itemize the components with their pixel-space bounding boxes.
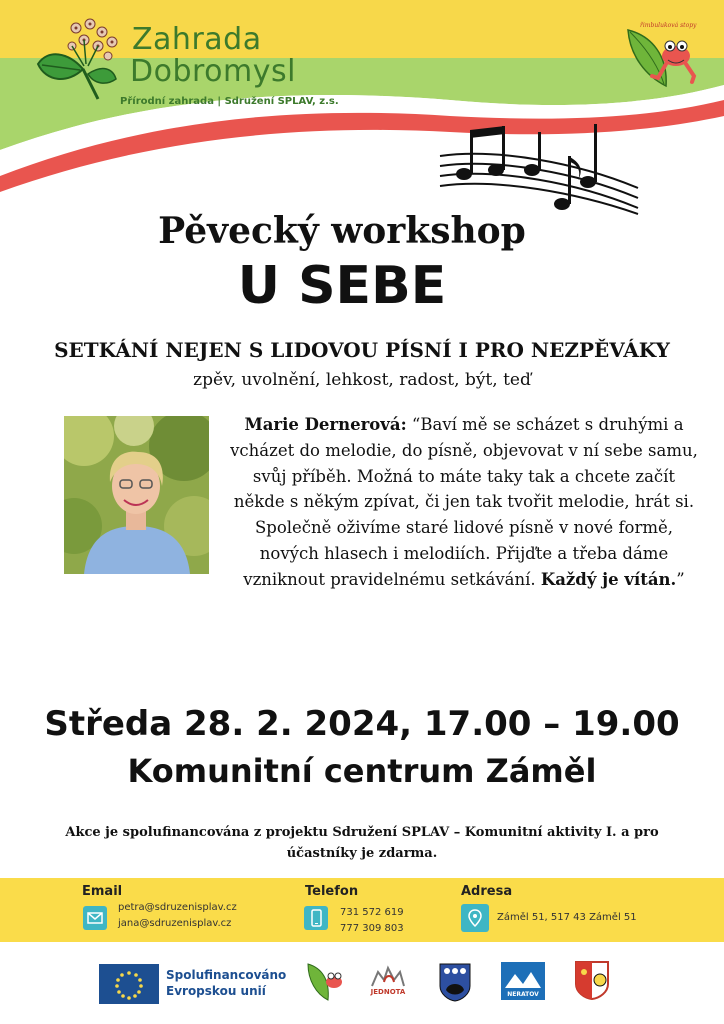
address-label: Adresa [461, 884, 513, 899]
phone-icon [304, 906, 328, 930]
frog-small-logo-icon [304, 960, 344, 1004]
event-title-main: U SEBE [237, 256, 447, 316]
quote-end: ” [676, 569, 685, 589]
address-text: Záměl 51, 517 43 Záměl 51 [497, 912, 637, 923]
email-link-jana[interactable]: jana@sdruzenisplav.cz [118, 918, 232, 929]
flower-logo-icon [28, 14, 128, 106]
music-notes-icon [438, 118, 643, 216]
quote-author: Marie Dernerová: [244, 415, 407, 434]
email-link-petra[interactable]: petra@sdruzenisplav.cz [118, 902, 237, 913]
email-label: Email [82, 884, 123, 899]
phone-list [340, 905, 404, 937]
phone-label: Telefon [305, 884, 359, 899]
logo-subtitle: Přírodní zahrada | Sdružení SPLAV, z.s. [120, 96, 339, 107]
jednota-logo-icon [366, 960, 410, 1000]
coat-of-arms-stars-icon [438, 962, 472, 1002]
email-icon [83, 906, 107, 930]
logo-title-line2: Dobromysl [130, 54, 296, 89]
neratov-logo-text: NERATOV [507, 991, 539, 998]
funding-note: Akce je spolufinancována z projektu Sdružení SPLAV – Komunitní aktivity I. a pro účastníky je zdarma. [65, 825, 659, 861]
event-subheading: SETKÁNÍ NEJEN S LIDOVOU PÍSNÍ I PRO NEZPĚVÁKY [54, 338, 670, 362]
frog-logo-icon [622, 26, 698, 90]
neratov-logo-icon [501, 962, 545, 1000]
event-place: Komunitní centrum Záměl [127, 752, 597, 790]
quote-emphasis: Každý je vítán. [540, 569, 677, 589]
eu-line1: Spolufinancováno [166, 968, 287, 982]
eu-line2: Evropskou unií [166, 984, 266, 998]
coat-of-arms-red-icon [574, 960, 610, 1000]
eu-funding-text [166, 967, 286, 999]
jednota-logo-text: JEDNOTA [370, 988, 406, 996]
phone-number-1[interactable]: 731 572 619 [340, 907, 404, 918]
email-list [118, 900, 237, 932]
quote-paragraph [226, 412, 702, 593]
logo-title-line1: Zahrada [132, 22, 262, 57]
map-pin-icon [461, 904, 489, 932]
event-title: Pěvecký workshop [158, 210, 526, 252]
quote-body: “Baví mě se scházet s druhými a vcházet do melodie, do písně, objevovat v ní sebe samu, svůj příběh. Možná to máte taky tak a chcete začít někde s někým zpívat, či jen tak tvořit melodie, hrát si. Společně oživíme staré lidové písně v nové formě, nových hlasech i melodiích. Přijďte a třeba dáme vzniknout pravidelnému setkávání. [230, 415, 698, 589]
frog-logo-caption: řimbuluková stopy [640, 22, 697, 29]
eu-flag-icon [99, 964, 159, 1004]
event-tagline: zpěv, uvolnění, lehkost, radost, být, teď [193, 370, 531, 390]
phone-number-2[interactable]: 777 309 803 [340, 923, 404, 934]
portrait-photo [64, 416, 209, 574]
event-date: Středa 28. 2. 2024, 17.00 – 19.00 [44, 704, 680, 744]
